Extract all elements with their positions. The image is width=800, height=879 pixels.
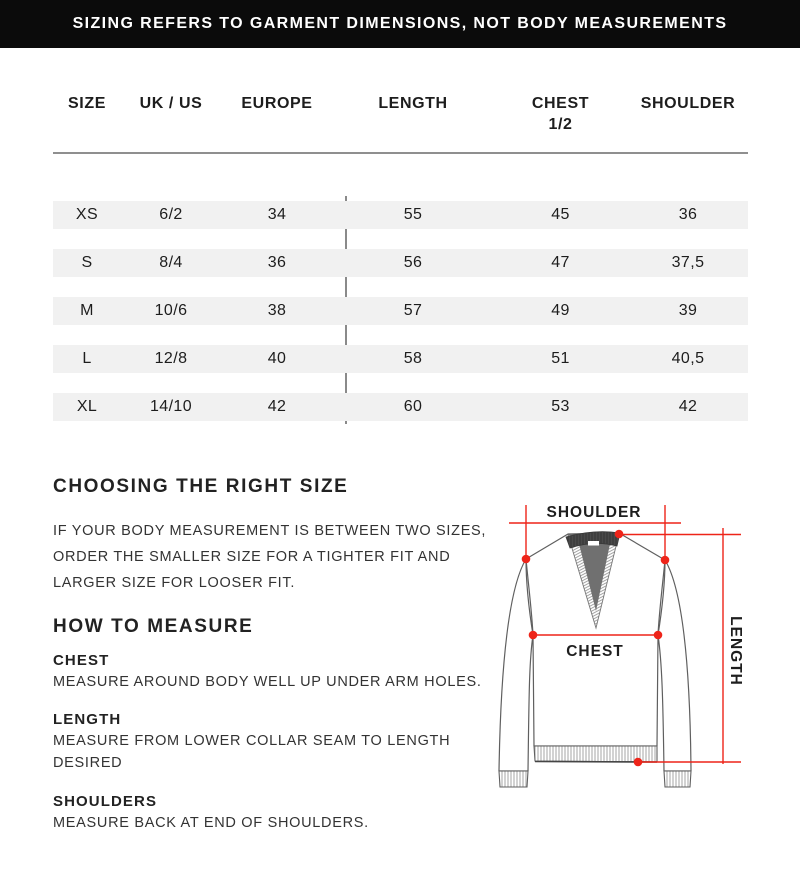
header-divider-line <box>53 152 748 154</box>
right-chest-dot <box>654 631 663 640</box>
right-cuff <box>664 771 691 787</box>
table-row-xs: XS 6/2 34 55 45 36 <box>53 201 748 229</box>
diagram-shoulder-label: SHOULDER <box>546 504 642 521</box>
sweater-diagram-svg <box>460 480 800 870</box>
left-cuff <box>499 771 528 787</box>
right-shoulder-dot <box>661 556 670 565</box>
measure-chest-text: MEASURE AROUND BODY WELL UP UNDER ARM HOLES. <box>53 674 482 690</box>
right-sleeve <box>658 560 691 771</box>
table-row-m: M 10/6 38 57 49 39 <box>53 297 748 325</box>
left-sleeve <box>499 559 533 771</box>
col-header-chest-sub: 1/2 <box>548 116 573 133</box>
measure-length-text: MEASURE FROM LOWER COLLAR SEAM TO LENGTH DESIRED <box>53 733 451 771</box>
collar-dot <box>615 530 624 539</box>
choosing-size-heading: CHOOSING THE RIGHT SIZE <box>53 476 349 497</box>
measure-shoulders-text: MEASURE BACK AT END OF SHOULDERS. <box>53 815 369 831</box>
sweater-measure-diagram <box>460 480 800 870</box>
measure-shoulders-label: SHOULDERS <box>53 793 158 810</box>
size-table-header-row <box>53 93 748 135</box>
col-header-length: LENGTH <box>378 95 448 112</box>
banner-text: SIZING REFERS TO GARMENT DIMENSIONS, NOT BODY MEASUREMENTS <box>72 15 728 32</box>
col-header-size: SIZE <box>68 95 106 112</box>
left-chest-dot <box>529 631 538 640</box>
table-row-xl: XL 14/10 42 60 53 42 <box>53 393 748 421</box>
hem-dot <box>634 758 643 767</box>
left-shoulder-dot <box>522 555 531 564</box>
diagram-length-label: LENGTH <box>727 616 744 686</box>
measure-length-label: LENGTH <box>53 711 122 728</box>
table-row-l: L 12/8 40 58 51 40,5 <box>53 345 748 373</box>
col-header-uk-us: UK / US <box>139 95 203 112</box>
diagram-chest-label: CHEST <box>566 643 624 660</box>
top-notice-banner <box>0 0 800 48</box>
how-to-measure-heading: HOW TO MEASURE <box>53 616 254 637</box>
table-row-s: S 8/4 36 56 47 37,5 <box>53 249 748 277</box>
col-header-chest: CHEST 1/2 <box>493 93 628 135</box>
measure-chest-label: CHEST <box>53 652 110 669</box>
collar-brand-tag <box>588 541 599 546</box>
col-header-europe: EUROPE <box>241 95 313 112</box>
choosing-size-paragraph: IF YOUR BODY MEASUREMENT IS BETWEEN TWO SIZES, ORDER THE SMALLER SIZE FOR A TIGHTER FIT AND LARGER SIZE FOR LOOSER FIT. <box>53 523 487 591</box>
col-header-shoulder: SHOULDER <box>640 95 736 112</box>
